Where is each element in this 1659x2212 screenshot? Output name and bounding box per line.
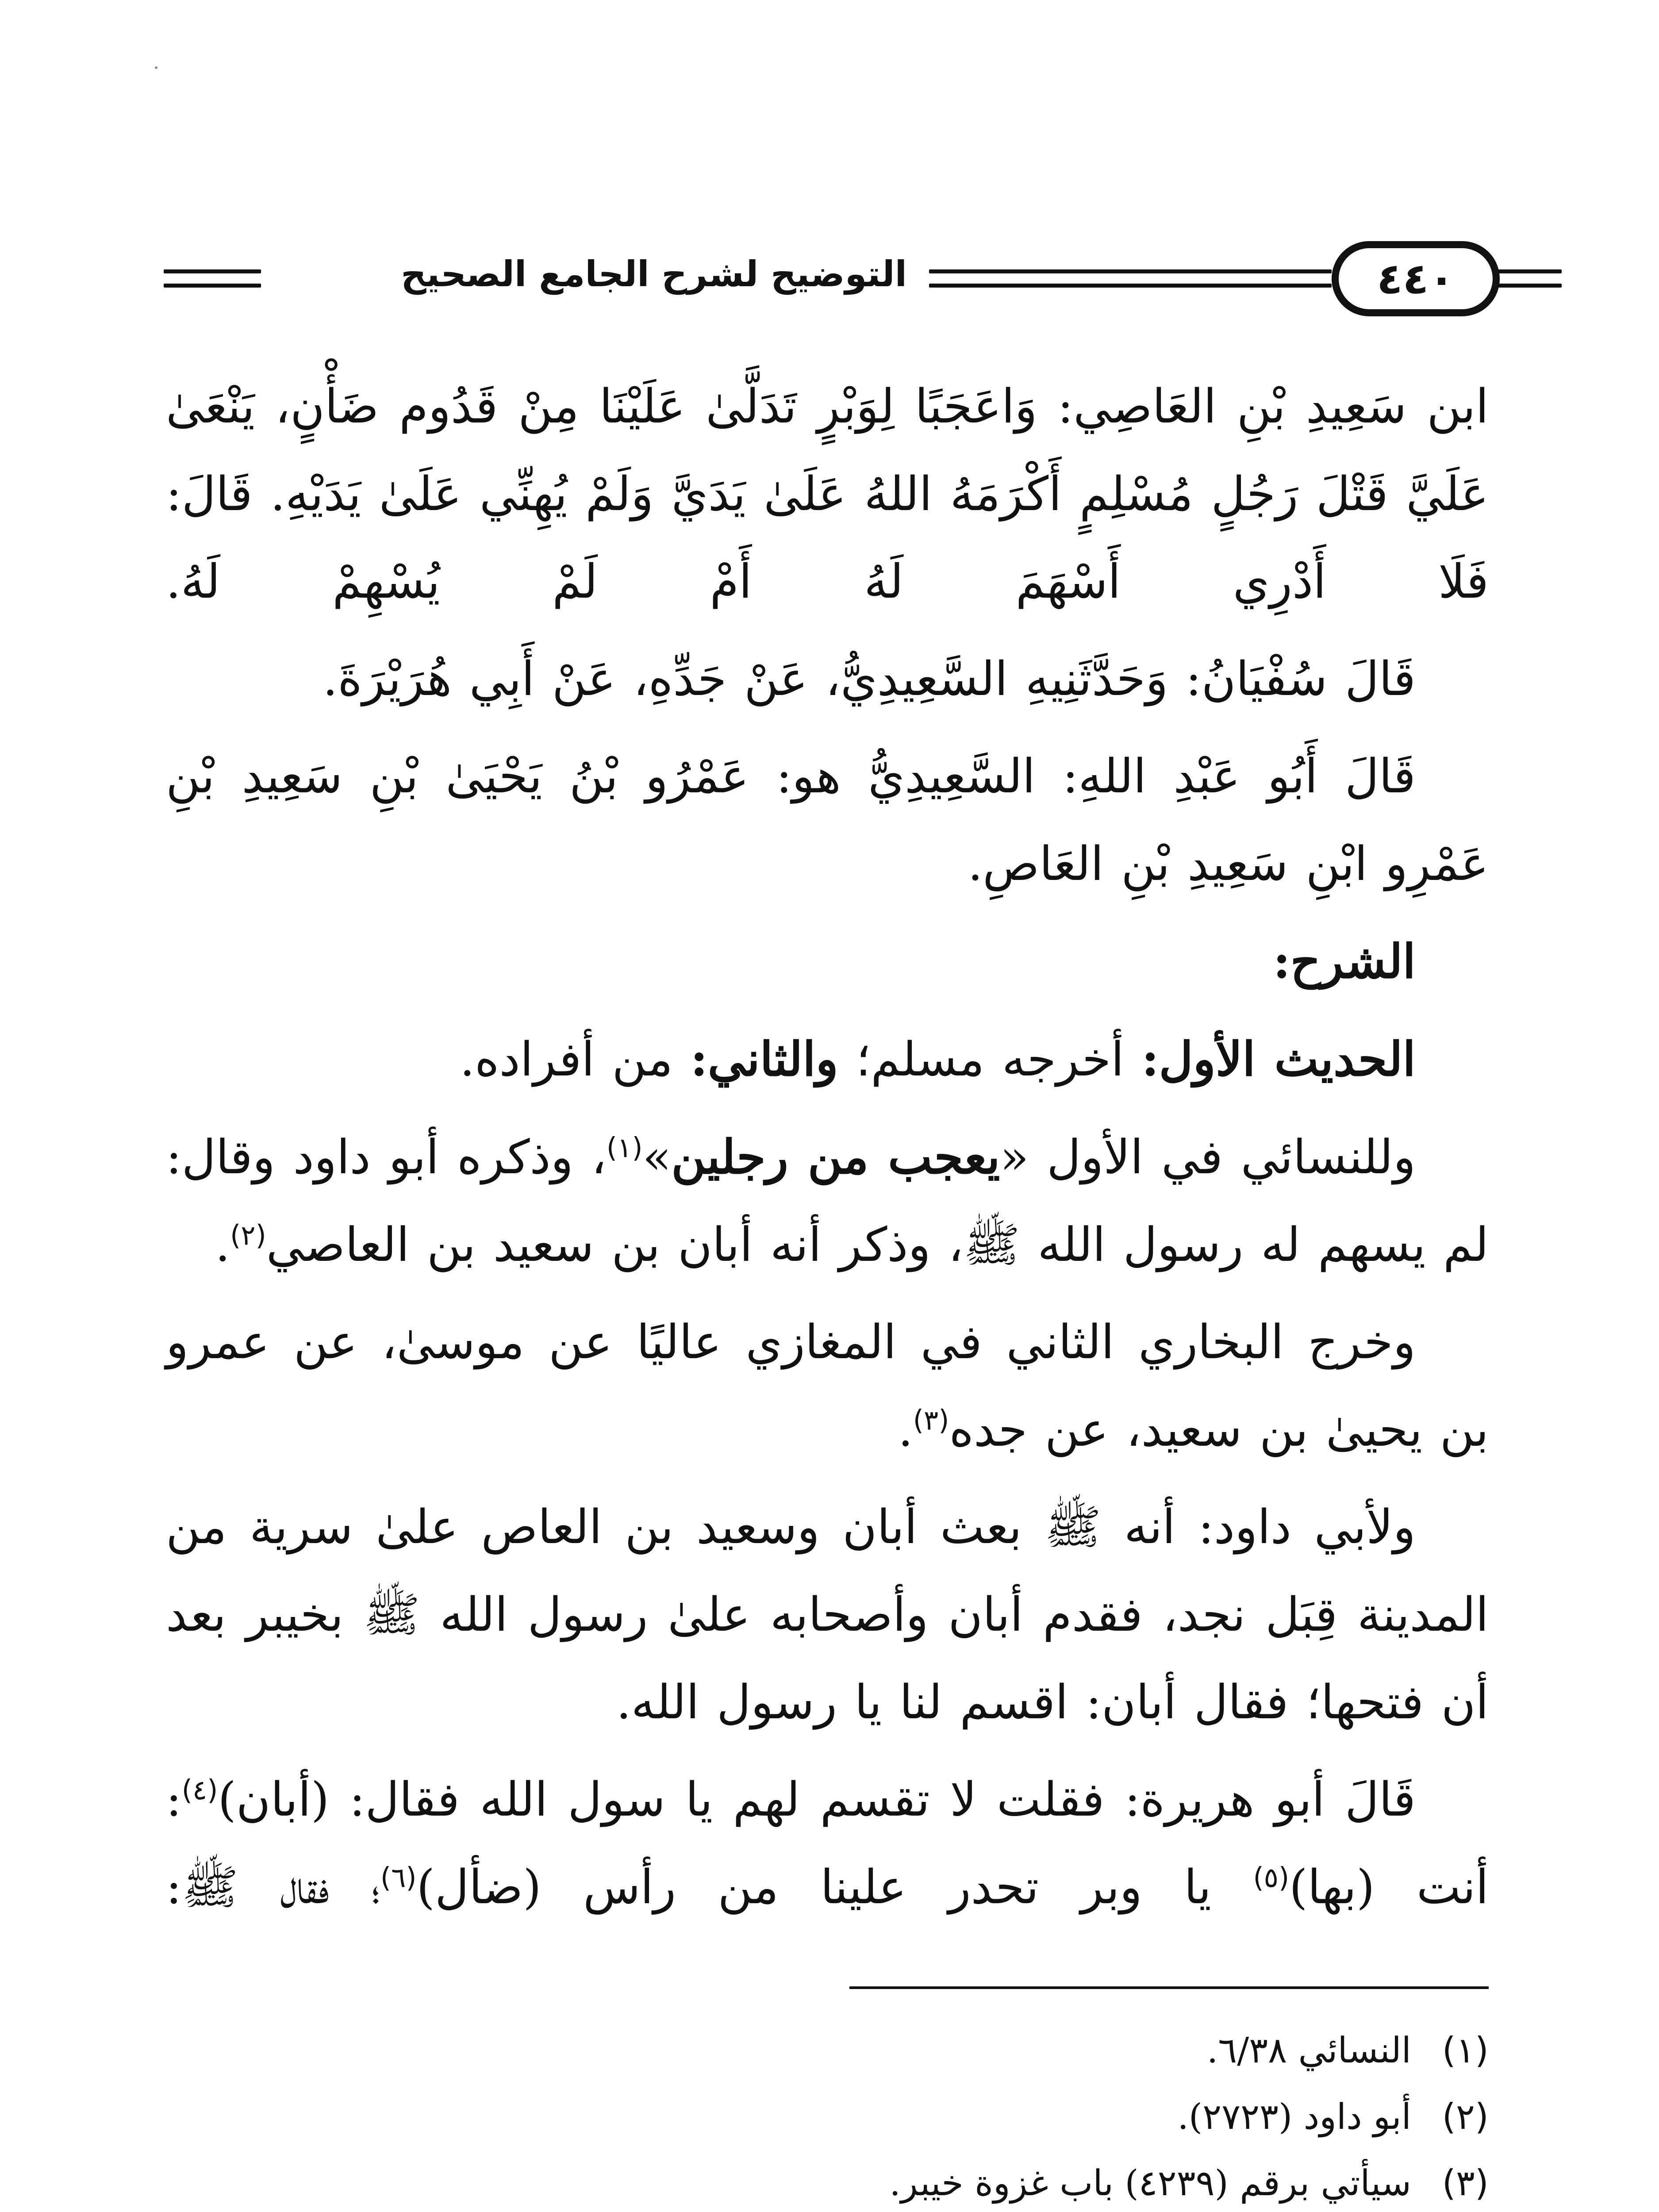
footnote-ref: (٤) [181,1774,218,1806]
page-number: ٤٤٠ [1377,254,1455,303]
paragraph-first-hadith [166,1015,1489,1103]
text-run: قَالَ سُفْيَانُ: وَحَدَّثَنِيهِ السَّعِيدِيُّ، عَنْ جَدِّهِ، عَنْ أَبِي هُرَيْرَةَ. [323,652,1416,706]
text-run: أخرجه مسلم؛ [838,1032,1142,1087]
footnote-text: النسائي ٦/٣٨. [1206,2030,1411,2071]
header-rule-middle-bottom [929,284,1332,288]
paragraph-abu-abdullah [166,733,1489,908]
bold-text: الحديث الأول: [1141,1031,1416,1087]
header-rule-left-bottom [164,284,261,288]
paragraph-abu-dawud [166,1483,1489,1746]
paragraph-abu-hurayra [166,1756,1489,1931]
text-run: وللنسائي في الأول « [1000,1130,1416,1184]
header-rule-right-bottom [1495,284,1562,288]
section-heading-sharh [166,918,1489,1006]
footnote-mark: (٢) [1442,2096,1489,2137]
footnotes [166,2017,1489,2212]
footnote-1 [166,2017,1489,2084]
footnote-mark: (٣) [1442,2162,1489,2204]
footnote-ref: (٢) [230,1219,266,1252]
main-text [166,363,1489,1941]
footnote-ref: (٥) [1253,1861,1290,1894]
text-run: . [898,1402,913,1457]
header-rule-middle-top [929,269,1332,273]
footnote-text: سيأتي برقم (٤٢٣٩) باب غزوة خيبر. [889,2162,1411,2204]
scan-speck [155,66,157,69]
paragraph-nasai [166,1113,1489,1289]
text-run: . [215,1217,230,1272]
text-run: ، وذكره أبو داود وقال: لم يسهم له رسول الله ﷺ، وذكر أنه أبان بن سعيد بن العاصي [166,1130,1489,1272]
footnote-ref: (٦) [380,1861,417,1894]
text-run: وخرج البخاري الثاني في المغازي عاليًا عن موسىٰ، عن عمرو بن يحيىٰ بن سعيد، عن جده [166,1315,1489,1457]
text-run: قَالَ أَبُو عَبْدِ اللهِ: السَّعِيدِيُّ هو: عَمْرُو بْنُ يَحْيَىٰ بْنِ سَعِيدِ بْنِ عَمْرِو ابْنِ سَعِيدِ بْنِ العَاصِ. [166,749,1489,891]
text-run: » [642,1130,672,1184]
footnote-separator [849,1986,1489,1989]
text-run: : أنت (بها) [166,1772,1489,1914]
text-run: قَالَ أبو هريرة: فقلت لا تقسم لهم يا سول الله فقال: (أبان) [218,1772,1416,1827]
paragraph-bukhari [166,1298,1489,1474]
header-rule-right-top [1495,269,1562,273]
text-run: ابن سَعِيدِ بْنِ العَاصِي: وَاعَجَبًا لِوَبْرٍ تَدَلَّىٰ عَلَيْنَا مِنْ قَدُوم ضَأْنٍ، يَنْعَىٰ عَلَيَّ قَتْلَ رَجُلٍ مُسْلِمٍ أَكْرَمَهُ اللهُ عَلَىٰ يَدَيَّ وَلَمْ يُهِنِّي عَلَىٰ يَدَيْهِ. قَالَ: فَلَا أَدْرِي أَسْهَمَ لَهُ أَمْ لَمْ يُسْهِمْ لَهُ. [166,379,1489,609]
header-rule-left-top [164,269,261,273]
bold-text: والثاني: [690,1031,838,1087]
text-run: يا وبر تحدر علينا من رأس (ضأل) [416,1860,1253,1914]
text-run: ؛ فقال ﷺ: [166,1860,380,1914]
footnote-3 [166,2150,1489,2212]
footnote-ref: (٣) [913,1404,949,1436]
text-run: من أفراده. [460,1032,691,1087]
paragraph-sufyan [166,635,1489,723]
page-header [164,241,1486,321]
running-title: التوضيح لشرح الجامع الصحيح [401,253,907,295]
text-run: ولأبي داود: أنه ﷺ بعث أبان وسعيد بن العاص علىٰ سرية من المدينة قِبَل نجد، فقدم أبان وأصحابه علىٰ رسول الله ﷺ بخيبر بعد أن فتحها؛ فقال أبان: اقسم لنا يا رسول الله. [166,1500,1489,1729]
footnote-2 [166,2084,1489,2150]
paragraph-hadith-continuation [166,363,1489,626]
bold-text: يعجب من رجلين [671,1129,1000,1184]
footnote-ref: (١) [606,1131,643,1164]
page-number-badge [1332,241,1500,316]
footnote-text: أبو داود (٢٧٢٣). [1177,2096,1411,2137]
bold-text: الشرح: [1273,933,1416,989]
footnote-mark: (١) [1442,2030,1489,2071]
